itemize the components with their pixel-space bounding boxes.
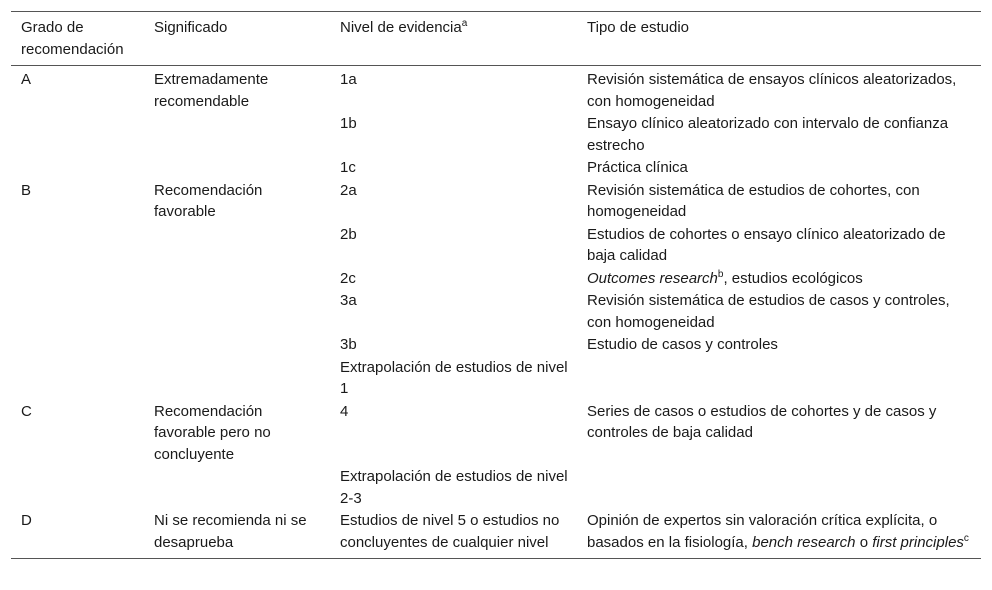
- cell-grado: [11, 290, 144, 334]
- cell-tipo: Series de casos o estudios de cohortes y de casos y controles de baja calidad: [587, 402, 937, 441]
- header-tipo: Tipo de estudio: [587, 19, 690, 36]
- footnote-marker-c: c: [963, 532, 969, 544]
- table-row: [11, 180, 981, 224]
- table-row: [11, 290, 981, 334]
- cell-nivel: 2c: [340, 269, 356, 287]
- cell-grado: [11, 268, 144, 291]
- tipo-italic: Outcomes research: [587, 269, 718, 287]
- cell-tipo: Estudio de casos y controles: [587, 336, 778, 353]
- header-nivel: [330, 12, 577, 66]
- cell-tipo: Práctica clínica: [587, 159, 688, 176]
- table-row: [11, 466, 981, 510]
- cell-tipo: [577, 268, 981, 291]
- cell-significado: [144, 113, 330, 157]
- cell-grado: [11, 113, 144, 157]
- cell-significado: [144, 466, 330, 510]
- cell-nivel: Estudios de nivel 5 o estudios no concluyentes de cualquier nivel: [340, 512, 560, 551]
- header-significado: Significado: [154, 19, 228, 36]
- cell-tipo: [577, 466, 981, 510]
- table-row: [11, 268, 981, 291]
- cell-significado: [144, 224, 330, 268]
- table-row: [11, 66, 981, 114]
- table-row: [11, 113, 981, 157]
- tipo-rest: , estudios ecológicos: [723, 269, 863, 287]
- footnote-marker-a: a: [461, 18, 468, 29]
- table-row: [11, 357, 981, 401]
- cell-significado: [144, 357, 330, 401]
- cell-nivel: 4: [340, 402, 349, 420]
- recommendation-table-container: [11, 11, 981, 559]
- cell-tipo: Revisión sistemática de estudios de casos y controles, con homogeneidad: [587, 292, 950, 331]
- cell-grado: [11, 357, 144, 401]
- tipo-part-a: Opinión de expertos sin valoración crítica explícita, o basados en la fisiología,: [587, 512, 938, 551]
- cell-nivel: 3a: [340, 292, 357, 309]
- cell-grado: B: [21, 181, 32, 199]
- cell-nivel: 3b: [340, 336, 357, 353]
- tipo-italic-first: first principles: [872, 533, 964, 551]
- cell-nivel: 1c: [340, 159, 356, 176]
- header-nivel-text: Nivel de evidencia: [340, 19, 462, 36]
- header-grado: Grado de recomendación: [21, 19, 124, 58]
- cell-tipo: Estudios de cohortes o ensayo clínico aleatorizado de baja calidad: [587, 225, 946, 264]
- cell-tipo: [577, 510, 981, 559]
- tipo-italic-bench: bench research: [752, 533, 856, 551]
- table-row: [11, 157, 981, 180]
- cell-nivel: 2b: [340, 225, 357, 243]
- cell-significado: Extremadamente recomendable: [154, 71, 269, 110]
- cell-tipo: Ensayo clínico aleatorizado con intervalo de confianza estrecho: [587, 115, 949, 154]
- cell-nivel: 1b: [340, 115, 357, 132]
- cell-tipo: Revisión sistemática de ensayos clínicos aleatorizados, con homogeneidad: [587, 71, 957, 110]
- cell-nivel: Extrapolación de estudios de nivel 2-3: [340, 468, 568, 507]
- table-header-row: [11, 12, 981, 66]
- cell-grado: [11, 224, 144, 268]
- table-row: [11, 401, 981, 467]
- cell-significado: [144, 290, 330, 334]
- cell-significado: [144, 268, 330, 291]
- cell-grado: A: [21, 71, 32, 88]
- recommendation-grades-table: [11, 11, 981, 559]
- table-row: [11, 510, 981, 559]
- cell-grado: [11, 466, 144, 510]
- cell-significado: Recomendación favorable: [154, 181, 263, 220]
- cell-nivel: Extrapolación de estudios de nivel 1: [340, 358, 568, 397]
- footnote-marker-b: b: [717, 268, 724, 280]
- cell-nivel: 2a: [340, 181, 357, 199]
- tipo-part-b: o: [855, 533, 873, 551]
- cell-grado: [11, 334, 144, 357]
- cell-grado: [11, 157, 144, 180]
- cell-grado: C: [21, 402, 32, 420]
- cell-grado: D: [21, 512, 32, 529]
- table-row: [11, 224, 981, 268]
- cell-tipo: Revisión sistemática de estudios de cohortes, con homogeneidad: [587, 181, 920, 220]
- cell-significado: [144, 157, 330, 180]
- cell-nivel: 1a: [340, 71, 357, 88]
- cell-tipo: [577, 357, 981, 401]
- cell-significado: Ni se recomienda ni se desaprueba: [154, 512, 307, 551]
- table-row: [11, 334, 981, 357]
- cell-significado: [144, 334, 330, 357]
- cell-significado: Recomendación favorable pero no concluyente: [154, 402, 271, 463]
